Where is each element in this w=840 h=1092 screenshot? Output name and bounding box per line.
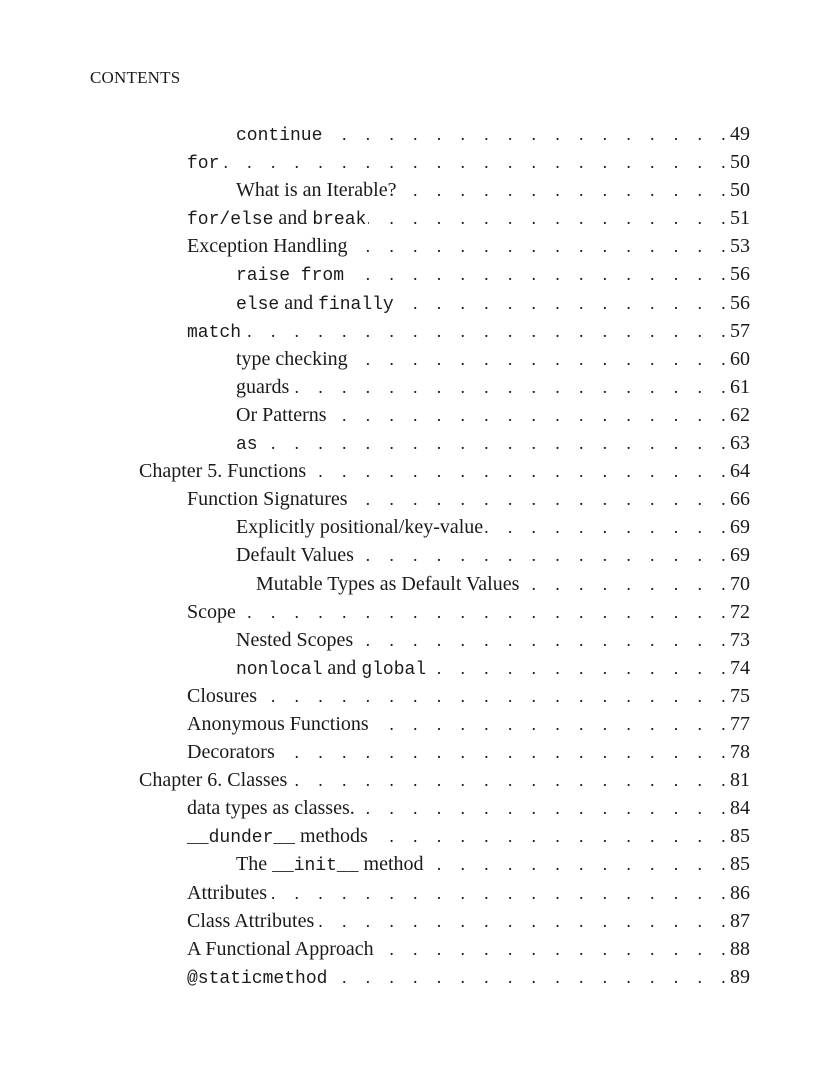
toc-entry[interactable]: [0, 457, 840, 485]
toc-entry[interactable]: [0, 626, 840, 654]
dot-leader: [308, 457, 733, 485]
toc-entry[interactable]: [0, 598, 840, 626]
toc-entry-label: [187, 822, 370, 852]
toc-entry-label: [236, 176, 398, 204]
toc-entry-title: [236, 345, 753, 373]
text-fragment: What is an Iterable?: [236, 179, 397, 202]
toc-entry-label: [236, 260, 346, 290]
text-fragment: Scope: [187, 600, 236, 623]
toc-entry[interactable]: [0, 794, 840, 822]
dot-leader: [356, 541, 733, 569]
text-fragment: Anonymous Functions: [187, 712, 369, 735]
code-fragment: nonlocal: [236, 659, 323, 680]
toc-entry[interactable]: [0, 907, 840, 935]
toc-entry-title: [187, 232, 753, 260]
code-fragment: else: [236, 294, 280, 315]
toc-entry-label: [187, 204, 368, 234]
page-number: 85: [730, 825, 750, 848]
page-number: 77: [730, 712, 750, 735]
code-fragment: continue: [236, 126, 323, 146]
toc-entry-label: [236, 120, 324, 150]
page-number: 81: [730, 769, 750, 792]
toc-entry[interactable]: [0, 429, 840, 457]
toc-entry-label: [236, 345, 350, 373]
text-fragment: and: [322, 656, 362, 679]
toc-entry-title: [236, 626, 753, 654]
toc-entry-title: [236, 429, 753, 459]
code-fragment: match: [187, 322, 242, 343]
text-fragment: The: [236, 853, 273, 876]
toc-entry-title: [187, 963, 753, 993]
page-number: 56: [730, 291, 750, 314]
dot-leader: [269, 879, 733, 907]
dot-leader: [428, 654, 733, 682]
text-fragment: Default Values: [236, 544, 354, 567]
page-number: 88: [730, 937, 750, 960]
toc-entry-label: [256, 570, 521, 598]
toc-entry[interactable]: [0, 373, 840, 401]
toc-entry-label: [236, 850, 426, 880]
code-fragment: as: [236, 435, 258, 456]
toc-entry-label: [236, 429, 260, 459]
toc-entry[interactable]: [0, 317, 840, 345]
toc-entry-title: [187, 879, 753, 907]
toc-entry[interactable]: [0, 879, 840, 907]
page-number: 89: [730, 965, 750, 988]
toc-entry[interactable]: [0, 176, 840, 204]
toc-entry[interactable]: [0, 766, 840, 794]
toc-entry-title: [187, 907, 753, 935]
page-number: 61: [730, 375, 750, 398]
toc-entry[interactable]: [0, 822, 840, 850]
dot-leader: [289, 766, 733, 794]
toc-entry[interactable]: [0, 513, 840, 541]
page-number: 75: [730, 684, 750, 707]
toc-entry[interactable]: [0, 541, 840, 569]
dot-leader: [238, 598, 733, 626]
page-number: 63: [730, 432, 750, 455]
text-fragment: A Functional Approach: [187, 937, 374, 960]
toc-entry-title: [236, 176, 753, 204]
dot-leader: [398, 176, 733, 204]
toc-entry-title: [236, 850, 753, 880]
page-number: 84: [730, 797, 750, 820]
dot-leader: [350, 345, 733, 373]
toc-entry-title: [187, 598, 753, 626]
toc-entry-title: [139, 766, 753, 794]
page-number: 57: [730, 319, 750, 342]
toc-entry-label: [236, 626, 355, 654]
dot-leader: [368, 204, 733, 232]
toc-entry-title: [236, 513, 753, 541]
page-number: 51: [730, 207, 750, 230]
dot-leader: [357, 794, 733, 822]
toc-entry-label: [139, 766, 289, 794]
page-number: 56: [730, 263, 750, 286]
toc-entry[interactable]: [0, 682, 840, 710]
toc-entry-title: [139, 457, 753, 485]
dot-leader: [221, 148, 733, 176]
toc-entry[interactable]: [0, 401, 840, 429]
toc-entry[interactable]: [0, 289, 840, 317]
toc-entry-label: [187, 598, 238, 626]
dot-leader: [316, 907, 733, 935]
code-fragment: for/else: [187, 210, 274, 231]
text-fragment: Closures: [187, 684, 257, 707]
page-number: 50: [730, 179, 750, 202]
text-fragment: methods: [295, 825, 368, 848]
code-fragment: __dunder__: [187, 828, 296, 849]
text-fragment: Chapter 6. Classes: [139, 769, 288, 792]
page-number: 86: [730, 881, 750, 904]
text-fragment: type checking: [236, 347, 348, 370]
toc-entry-title: [236, 260, 753, 290]
dot-leader: [426, 850, 733, 878]
text-fragment: method: [358, 853, 424, 876]
toc-entry-title: [187, 485, 753, 513]
text-fragment: and: [273, 207, 313, 230]
toc-entry[interactable]: [0, 260, 840, 288]
text-fragment: Function Signatures: [187, 488, 348, 511]
toc-entry-title: [187, 794, 753, 822]
dot-leader: [370, 822, 733, 850]
dot-leader: [376, 935, 733, 963]
toc-entry-label: [187, 963, 329, 993]
page-number: 53: [730, 235, 750, 258]
page-number: 87: [730, 909, 750, 932]
toc-entry-title: [187, 935, 753, 963]
toc-entry-label: [187, 148, 221, 178]
dot-leader: [277, 738, 733, 766]
page-number: 74: [730, 656, 750, 679]
toc-entry[interactable]: [0, 850, 840, 878]
code-fragment: __init__: [272, 856, 359, 877]
code-fragment: global: [361, 659, 427, 680]
toc-entry-label: [187, 738, 277, 766]
dot-leader: [350, 485, 733, 513]
text-fragment: Class Attributes: [187, 909, 315, 932]
text-fragment: Explicitly positional/key-value: [236, 516, 484, 539]
dot-leader: [324, 120, 733, 148]
toc-entry[interactable]: [0, 654, 840, 682]
dot-leader: [329, 401, 733, 429]
text-fragment: Exception Handling: [187, 235, 348, 258]
text-fragment: Chapter 5. Functions: [139, 460, 307, 483]
dot-leader: [291, 373, 733, 401]
page-number: 78: [730, 741, 750, 764]
toc-entry-title: [236, 541, 753, 569]
toc-entry[interactable]: [0, 148, 840, 176]
dot-leader: [485, 513, 733, 541]
toc-entry-title: [236, 120, 753, 150]
toc-entry-title: [187, 204, 753, 234]
toc-entry-title: [236, 373, 753, 401]
toc-entry[interactable]: [0, 232, 840, 260]
text-fragment: data types as classes.: [187, 797, 355, 820]
text-fragment: and: [279, 291, 319, 314]
page-number: 69: [730, 544, 750, 567]
page-number: 73: [730, 628, 750, 651]
dot-leader: [521, 570, 733, 598]
toc-entry-title: [256, 570, 753, 598]
toc-entry-label: [236, 541, 356, 569]
toc-entry[interactable]: [0, 345, 840, 373]
toc-entry-label: [187, 935, 376, 963]
toc-entry-label: [187, 317, 243, 347]
code-fragment: break: [312, 210, 367, 231]
page-number: 49: [730, 123, 750, 145]
toc-entry-label: [187, 682, 259, 710]
page-number: 85: [730, 853, 750, 876]
dot-leader: [260, 429, 733, 457]
toc-entry-label: [236, 513, 485, 541]
code-fragment: raise from: [236, 266, 345, 287]
page-number: 72: [730, 600, 750, 623]
toc-entry[interactable]: [0, 738, 840, 766]
text-fragment: Attributes: [187, 881, 267, 904]
toc-entry-title: [236, 289, 753, 319]
toc-entry[interactable]: [0, 710, 840, 738]
code-fragment: @staticmethod: [187, 968, 328, 989]
toc-entry[interactable]: [0, 963, 840, 991]
page-number: 50: [730, 151, 750, 174]
toc-entry-title: [187, 682, 753, 710]
toc-entry-label: [187, 710, 371, 738]
toc-entry-title: [236, 654, 753, 684]
toc-entry-label: [236, 289, 396, 319]
toc-entry-label: [187, 879, 269, 907]
dot-leader: [371, 710, 733, 738]
toc-entry-label: [187, 794, 357, 822]
code-fragment: for: [187, 154, 220, 175]
page-number: 64: [730, 460, 750, 483]
toc-entry-label: [236, 654, 428, 684]
dot-leader: [259, 682, 733, 710]
toc-entry-label: [236, 401, 329, 429]
page-number: 60: [730, 347, 750, 370]
toc-entry-label: [187, 232, 350, 260]
text-fragment: Or Patterns: [236, 403, 327, 426]
toc-entry-title: [187, 822, 753, 852]
dot-leader: [243, 317, 733, 345]
toc-entry-title: [187, 710, 753, 738]
page-number: 62: [730, 403, 750, 426]
text-fragment: Mutable Types as Default Values: [256, 572, 520, 595]
toc-entry-title: [187, 317, 753, 347]
toc-entry-label: [236, 373, 291, 401]
dot-leader: [355, 626, 733, 654]
dot-leader: [350, 232, 733, 260]
code-fragment: finally: [318, 294, 394, 315]
text-fragment: guards: [236, 375, 290, 398]
toc-entry[interactable]: [0, 570, 840, 598]
page-number: 70: [730, 572, 750, 595]
running-head: CONTENTS: [90, 68, 181, 87]
toc-entry[interactable]: [0, 485, 840, 513]
toc-entry-label: [139, 457, 308, 485]
page-number: 66: [730, 488, 750, 511]
toc-entry-label: [187, 485, 350, 513]
dot-leader: [346, 260, 733, 288]
toc-entry-label: [187, 907, 316, 935]
toc-entry-title: [236, 401, 753, 429]
page-number: 69: [730, 516, 750, 539]
dot-leader: [396, 289, 733, 317]
toc-entry[interactable]: [0, 204, 840, 232]
dot-leader: [329, 963, 733, 991]
text-fragment: Nested Scopes: [236, 628, 354, 651]
toc-entry-title: [187, 148, 753, 178]
table-of-contents: [0, 120, 840, 991]
toc-entry-title: [187, 738, 753, 766]
toc-entry[interactable]: [0, 120, 840, 148]
text-fragment: Decorators: [187, 741, 275, 764]
toc-entry[interactable]: [0, 935, 840, 963]
